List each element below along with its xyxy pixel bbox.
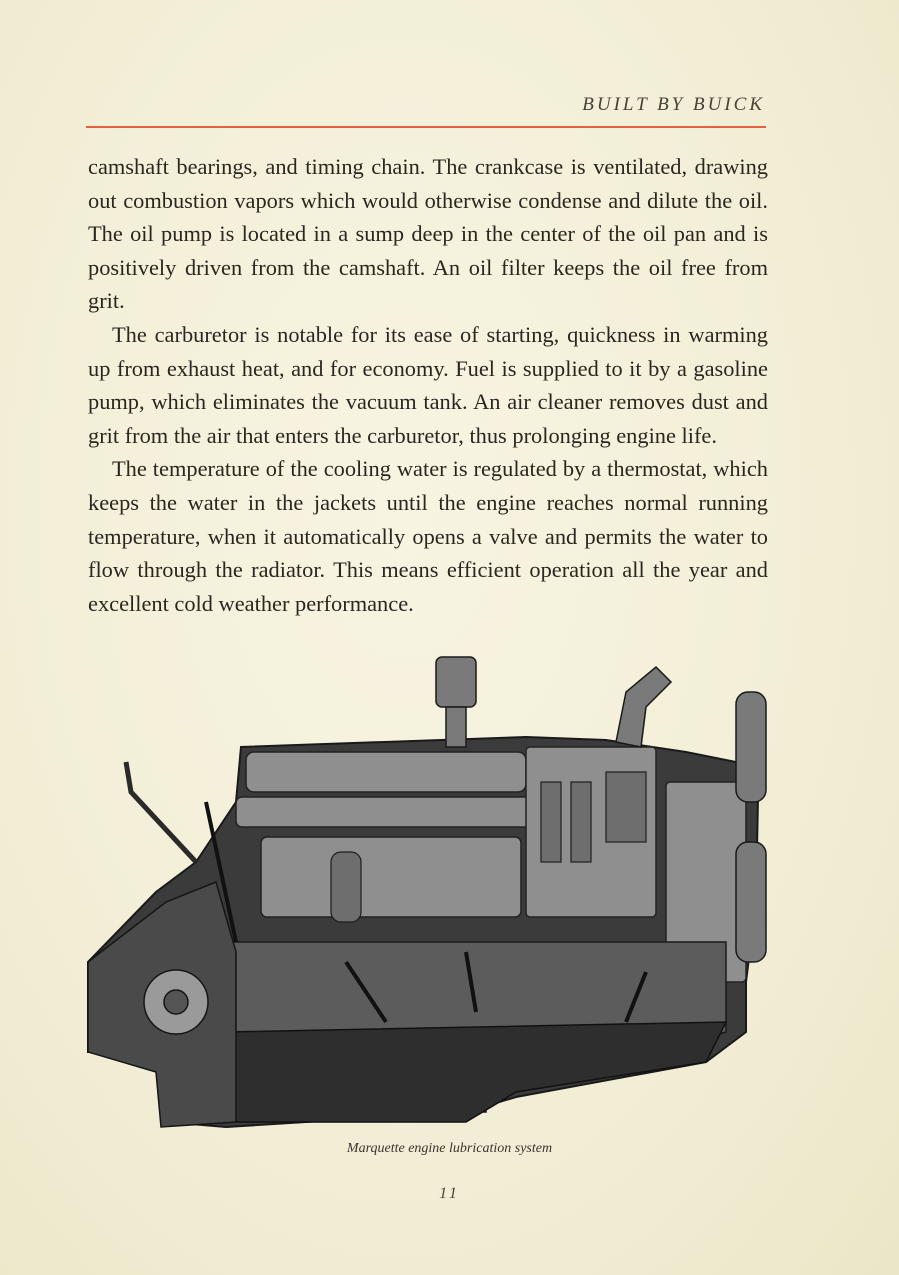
paragraph: The carburetor is notable for its ease of starting, quickness in warming up from exhaust heat, and for economy. Fuel is supplied to it by a gasoline pump, which eliminates the vacuum tank. An air cleaner removes dust and grit from the air that enters the carburetor, thus prolonging engine life. [88, 321, 768, 448]
header-rule [86, 126, 766, 128]
paragraph: camshaft bearings, and timing chain. The crankcase is ventilated, drawing out combustion vapors which would otherwise condense and dilute the oil. The oil pump is located in a sump deep in the center of the oil pan and is positively driven from the camshaft. An oil filter keeps the oil free from grit. [88, 154, 768, 314]
paragraph: The temperature of the cooling water is regulated by a thermostat, which keeps the water in the jackets until the engine reaches normal running temperature, when it automatically opens a valve and permits the water to flow through the radiator. This means efficient operation all the year and excellent cold weather performance. [88, 456, 768, 616]
body-text [88, 150, 768, 620]
figure-caption: Marquette engine lubrication system [346, 1141, 553, 1156]
running-head: BUILT BY BUICK [582, 94, 765, 115]
page-number: 11 [439, 1185, 460, 1202]
engine-cutaway-illustration [86, 652, 776, 1138]
